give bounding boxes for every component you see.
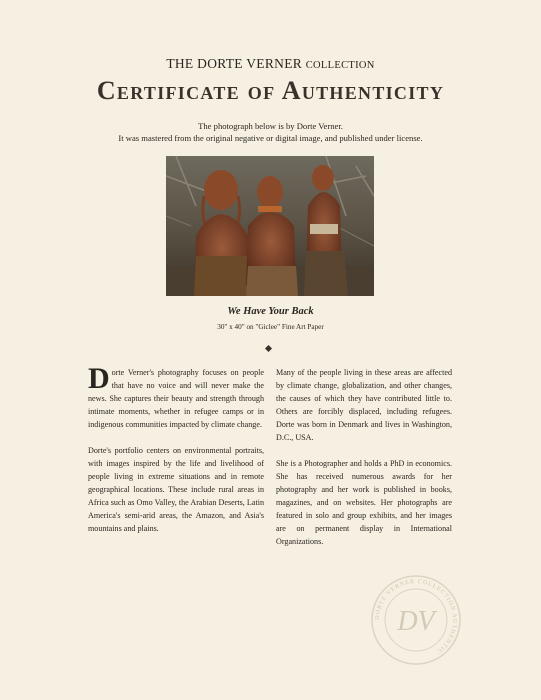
- bio-column-left: [88, 362, 264, 548]
- photograph: [166, 156, 374, 296]
- bio-paragraph: Many of the people living in these areas are affected by climate change, globalization, and other changes, the causes of which they have contributed little to. Others are forcibly displaced, including refugees. Dorte was born in Denmark and lives in Washington, D.C., USA.: [276, 368, 452, 442]
- certificate-title: Certificate of Authenticity: [96, 76, 445, 105]
- svg-text:DV: DV: [397, 606, 435, 637]
- embossed-seal-icon: [370, 574, 462, 666]
- photo-title: We Have Your Back: [227, 306, 314, 317]
- intro-text: [0, 120, 541, 144]
- drop-cap: D: [88, 362, 110, 395]
- photograph-image: [166, 156, 374, 296]
- intro-line-2: It was mastered from the original negative or digital image, and published under license.: [118, 133, 423, 143]
- svg-text:DORTE VERNER COLLECTION AUTHEN: DORTE VERNER COLLECTION AUTHENTIC: [374, 578, 458, 655]
- bio-paragraph: [88, 362, 264, 431]
- intro-line-1: The photograph below is by Dorte Verner.: [198, 121, 343, 131]
- bio-column-right: [276, 366, 452, 561]
- collection-heading: [0, 56, 541, 72]
- bio-paragraph: She is a Photographer and holds a PhD in economics. She has received numerous awards for her photography and her work is published in books, magazines, and on websites. Her photographs are featured in solo and group exhibits, and her images are on permanent display in International Organizations.: [276, 459, 452, 546]
- bio-paragraph: Dorte's portfolio centers on environmental portraits, with images inspired by the life and livelihood of people living in extreme situations and in remote geographical locations. These include rural areas in Africa such as Omo Valley, the Arabian Deserts, Latin America's semi-arid areas, the Amazon, and Asia's mountains and plains.: [88, 446, 264, 533]
- bio-paragraph-text: orte Verner's photography focuses on people that have no voice and will never make the news. She captures their beauty and strength through intimate moments, whether in refugee camps or in indigenous communities impacted by climate change.: [88, 368, 264, 429]
- photo-details: 30" x 40" on "Giclee" Fine Art Paper: [217, 323, 324, 331]
- diamond-divider-icon: [265, 345, 272, 352]
- collection-name: THE DORTE VERNER: [166, 56, 303, 71]
- collection-word: COLLECTION: [305, 60, 375, 71]
